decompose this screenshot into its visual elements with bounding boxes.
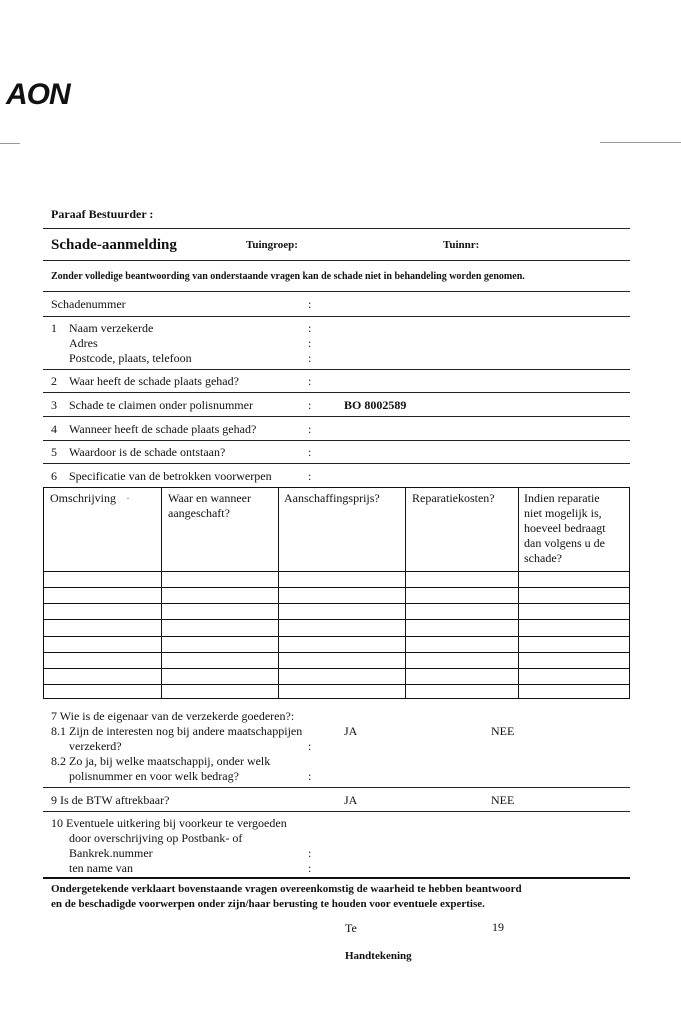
colon: : <box>308 374 312 388</box>
q82-label-continued: polisnummer en voor welk bedrag? <box>69 769 239 783</box>
q6-number: 6 <box>51 469 57 483</box>
divider <box>43 787 630 788</box>
colon: : <box>308 422 312 436</box>
divider <box>43 291 630 292</box>
divider <box>43 228 630 229</box>
polisnummer-value: BO 8002589 <box>344 398 407 412</box>
year-label: 19 <box>492 920 504 934</box>
scan-edge-line-left <box>0 143 20 144</box>
q1-number: 1 <box>51 321 57 335</box>
table-row-line <box>44 603 629 604</box>
q9-label: 9 Is de BTW aftrekbaar? <box>51 793 170 807</box>
divider <box>43 316 630 317</box>
table-row-line <box>44 587 629 588</box>
colon: : <box>308 398 312 412</box>
scan-edge-line-right <box>600 142 681 143</box>
q5-number: 5 <box>51 445 57 459</box>
q81-label-continued: verzekerd? <box>69 739 122 753</box>
handtekening-label: Handtekening <box>345 950 412 962</box>
table-row-line <box>44 668 629 669</box>
colon: : <box>308 445 312 459</box>
divider <box>43 877 630 879</box>
q10-label: 10 Eventuele uitkering bij voorkeur te vergoeden <box>51 816 287 830</box>
table-column-divider <box>278 488 279 698</box>
bankrek-label: Bankrek.nummer <box>69 846 153 860</box>
q81-nee-option[interactable]: NEE <box>491 724 515 738</box>
colon: : <box>308 351 312 365</box>
colon: : <box>308 739 312 753</box>
table-row-line <box>44 684 629 685</box>
aon-logo: AON <box>6 78 70 111</box>
q5-label: Waardoor is de schade ontstaan? <box>69 445 226 459</box>
q3-number: 3 <box>51 398 57 412</box>
specification-table <box>43 487 630 699</box>
q10-label-continued: door overschrijving op Postbank- of <box>69 831 243 845</box>
declaration-line-2: en de beschadigde voorwerpen onder zijn/haar berusting te houden voor eventuele expertise. <box>51 898 485 910</box>
q82-label: 8.2 Zo ja, bij welke maatschappij, onder welk <box>51 754 271 768</box>
colon: : <box>308 469 312 483</box>
q2-number: 2 <box>51 374 57 388</box>
q9-nee-option[interactable]: NEE <box>491 793 515 807</box>
table-header-schade: Indien reparatie niet mogelijk is, hoeveel bedraagt dan volgens u de schade? <box>524 491 606 565</box>
colon: : <box>308 297 312 311</box>
tuingroep-label: Tuingroep: <box>246 239 298 251</box>
schadenummer-label: Schadenummer <box>51 297 126 311</box>
divider <box>43 416 630 417</box>
q4-number: 4 <box>51 422 57 436</box>
q1-postcode-label: Postcode, plaats, telefoon <box>69 351 192 365</box>
colon: : <box>308 861 312 875</box>
q4-label: Wanneer heeft de schade plaats gehad? <box>69 422 257 436</box>
colon: : <box>308 336 312 350</box>
table-row-line <box>44 652 629 653</box>
tuinnr-label: Tuinnr: <box>443 239 480 251</box>
table-header-waar-en-wanneer: Waar en wanneer aangeschaft? <box>168 491 251 520</box>
q81-label: 8.1 Zijn de interesten nog bij andere maatschappijen <box>51 724 303 738</box>
q1-adres-label: Adres <box>69 336 98 350</box>
form-title: Schade-aanmelding <box>51 237 177 253</box>
table-row-line <box>44 636 629 637</box>
q7-label: 7 Wie is de eigenaar van de verzekerde goederen?: <box>51 709 295 723</box>
divider <box>43 463 630 464</box>
divider <box>43 392 630 393</box>
table-column-divider <box>161 488 162 698</box>
colon: : <box>308 846 312 860</box>
table-header-reparatiekosten: Reparatiekosten? <box>412 491 495 505</box>
divider <box>43 260 630 261</box>
ten-name-van-label: ten name van <box>69 861 133 875</box>
q2-label: Waar heeft de schade plaats gehad? <box>69 374 239 388</box>
q81-ja-option[interactable]: JA <box>344 724 358 738</box>
divider <box>43 369 630 370</box>
paraaf-bestuurder-label: Paraaf Bestuurder : <box>51 207 154 221</box>
table-column-divider <box>405 488 406 698</box>
table-header-aanschaffingsprijs: Aanschaffingsprijs? <box>284 491 380 505</box>
divider <box>43 440 630 441</box>
divider <box>43 811 630 812</box>
te-label: Te <box>345 921 357 935</box>
table-row-line <box>44 619 629 620</box>
table-column-divider <box>518 488 519 698</box>
notice-text: Zonder volledige beantwoording van onderstaande vragen kan de schade niet in behandeling worden genomen. <box>51 271 525 282</box>
declaration-line-1: Ondergetekende verklaart bovenstaande vragen overeenkomstig de waarheid te hebben beantwoord <box>51 883 522 895</box>
q9-ja-option[interactable]: JA <box>344 793 358 807</box>
q3-label: Schade te claimen onder polisnummer <box>69 398 253 412</box>
table-row-line <box>44 571 629 572</box>
colon: : <box>308 769 312 783</box>
q1-naam-label: Naam verzekerde <box>69 321 154 335</box>
table-header-omschrijving: Omschrijving · <box>50 491 130 505</box>
q6-label: Specificatie van de betrokken voorwerpen <box>69 469 272 483</box>
colon: : <box>308 321 312 335</box>
